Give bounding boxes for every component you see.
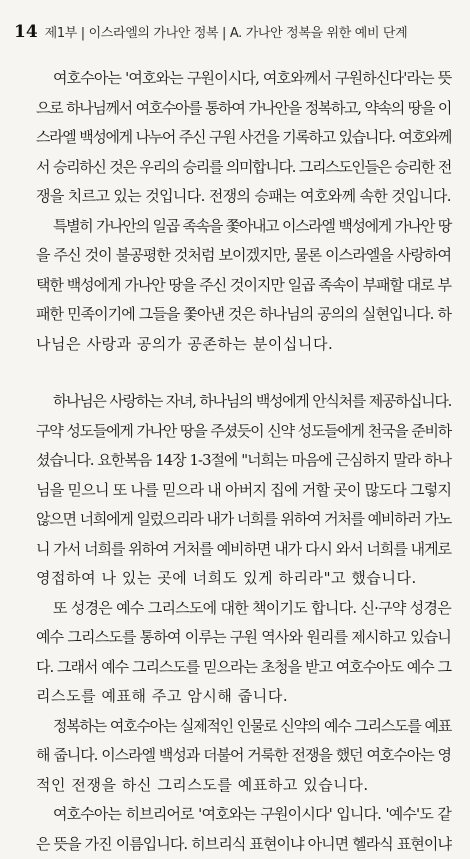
text-line: 리스도를 예표해 주고 암시해 줍니다. <box>19 682 451 712</box>
text-line: 정복하는 여호수아는 실제적인 인물로 신약의 예수 그리스도를 예표 <box>19 712 451 742</box>
text-line: 을 주신 것이 불공평한 것처럼 보이겠지만, 물론 이스라엘을 사랑하여 <box>19 241 451 271</box>
section-break <box>19 359 451 387</box>
text-line: 택한 백성에게 가나안 땅을 주신 것이지만 일곱 족속이 부패할 대로 부 <box>19 271 451 301</box>
page-number: 14 <box>14 22 38 42</box>
paragraph <box>19 800 451 859</box>
text-line: 으로 하나님께서 여호수아를 통하여 가나안을 정복하고, 약속의 땅을 이 <box>19 94 451 124</box>
text-line: 나님은 사랑과 공의가 공존하는 분이십니다. <box>19 330 451 360</box>
paragraph <box>19 64 451 212</box>
text-line: 특별히 가나안의 일곱 족속을 쫓아내고 이스라엘 백성에게 가나안 땅 <box>19 212 451 242</box>
text-line: 쟁을 치르고 있는 것입니다. 전쟁의 승패는 여호와께 속한 것입니다. <box>19 182 451 212</box>
text-line: 다. 그래서 예수 그리스도를 믿으라는 초청을 받고 여호수아도 예수 그 <box>19 653 451 683</box>
text-line: 영접하여 나 있는 곳에 너희도 있게 하리라"고 했습니다. <box>19 564 451 594</box>
body-text <box>19 64 451 859</box>
paragraph <box>19 387 451 594</box>
text-line: 구약 성도들에게 가나안 땅을 주셨듯이 신약 성도들에게 천국을 준비하 <box>19 417 451 447</box>
text-line: 스라엘 백성에게 나누어 주신 구원 사건을 기록하고 있습니다. 여호와께 <box>19 123 451 153</box>
running-head: 제1부 | 이스라엘의 가나안 정복 | A. 가나안 정복을 위한 예비 단계 <box>45 22 408 41</box>
text-line: 니 가서 너희를 위하여 거처를 예비하면 내가 다시 와서 너희를 내게로 <box>19 535 451 565</box>
text-line: 님을 믿으니 또 나를 믿으라 내 아버지 집에 거할 곳이 많도다 그렇지 <box>19 476 451 506</box>
paragraph <box>19 212 451 360</box>
text-line: 적인 전쟁을 하신 그리스도를 예표하고 있습니다. <box>19 771 451 801</box>
text-line: 예수 그리스도를 통하여 이루는 구원 역사와 원리를 제시하고 있습니 <box>19 623 451 653</box>
paragraph <box>19 712 451 801</box>
paragraph <box>19 594 451 712</box>
text-line: 않으면 너희에게 일렀으리라 내가 너희를 위하여 거처를 예비하러 가노 <box>19 505 451 535</box>
text-line: 서 승리하신 것은 우리의 승리를 의미합니다. 그리스도인들은 승리한 전 <box>19 153 451 183</box>
page-header <box>14 22 454 42</box>
text-line: 여호수아는 히브리어로 '여호와는 구원이시다' 입니다. '예수'도 같 <box>19 800 451 830</box>
text-line: 여호수아는 '여호와는 구원이시다, 여호와께서 구원하신다'라는 뜻 <box>19 64 451 94</box>
text-line: 셨습니다. 요한복음 14장 1-3절에 "너희는 마음에 근심하지 말라 하나 <box>19 446 451 476</box>
text-line: 패한 민족이기에 그들을 쫓아낸 것은 하나님의 공의의 실현입니다. 하 <box>19 300 451 330</box>
text-line: 하나님은 사랑하는 자녀, 하나님의 백성에게 안식처를 제공하십니다. <box>19 387 451 417</box>
text-line: 또 성경은 예수 그리스도에 대한 책이기도 합니다. 신·구약 성경은 <box>19 594 451 624</box>
text-line: 은 뜻을 가진 이름입니다. 히브리식 표현이냐 아니면 헬라식 표현이냐 <box>19 830 451 859</box>
text-line: 해 줍니다. 이스라엘 백성과 더불어 거룩한 전쟁을 했던 여호수아는 영 <box>19 741 451 771</box>
